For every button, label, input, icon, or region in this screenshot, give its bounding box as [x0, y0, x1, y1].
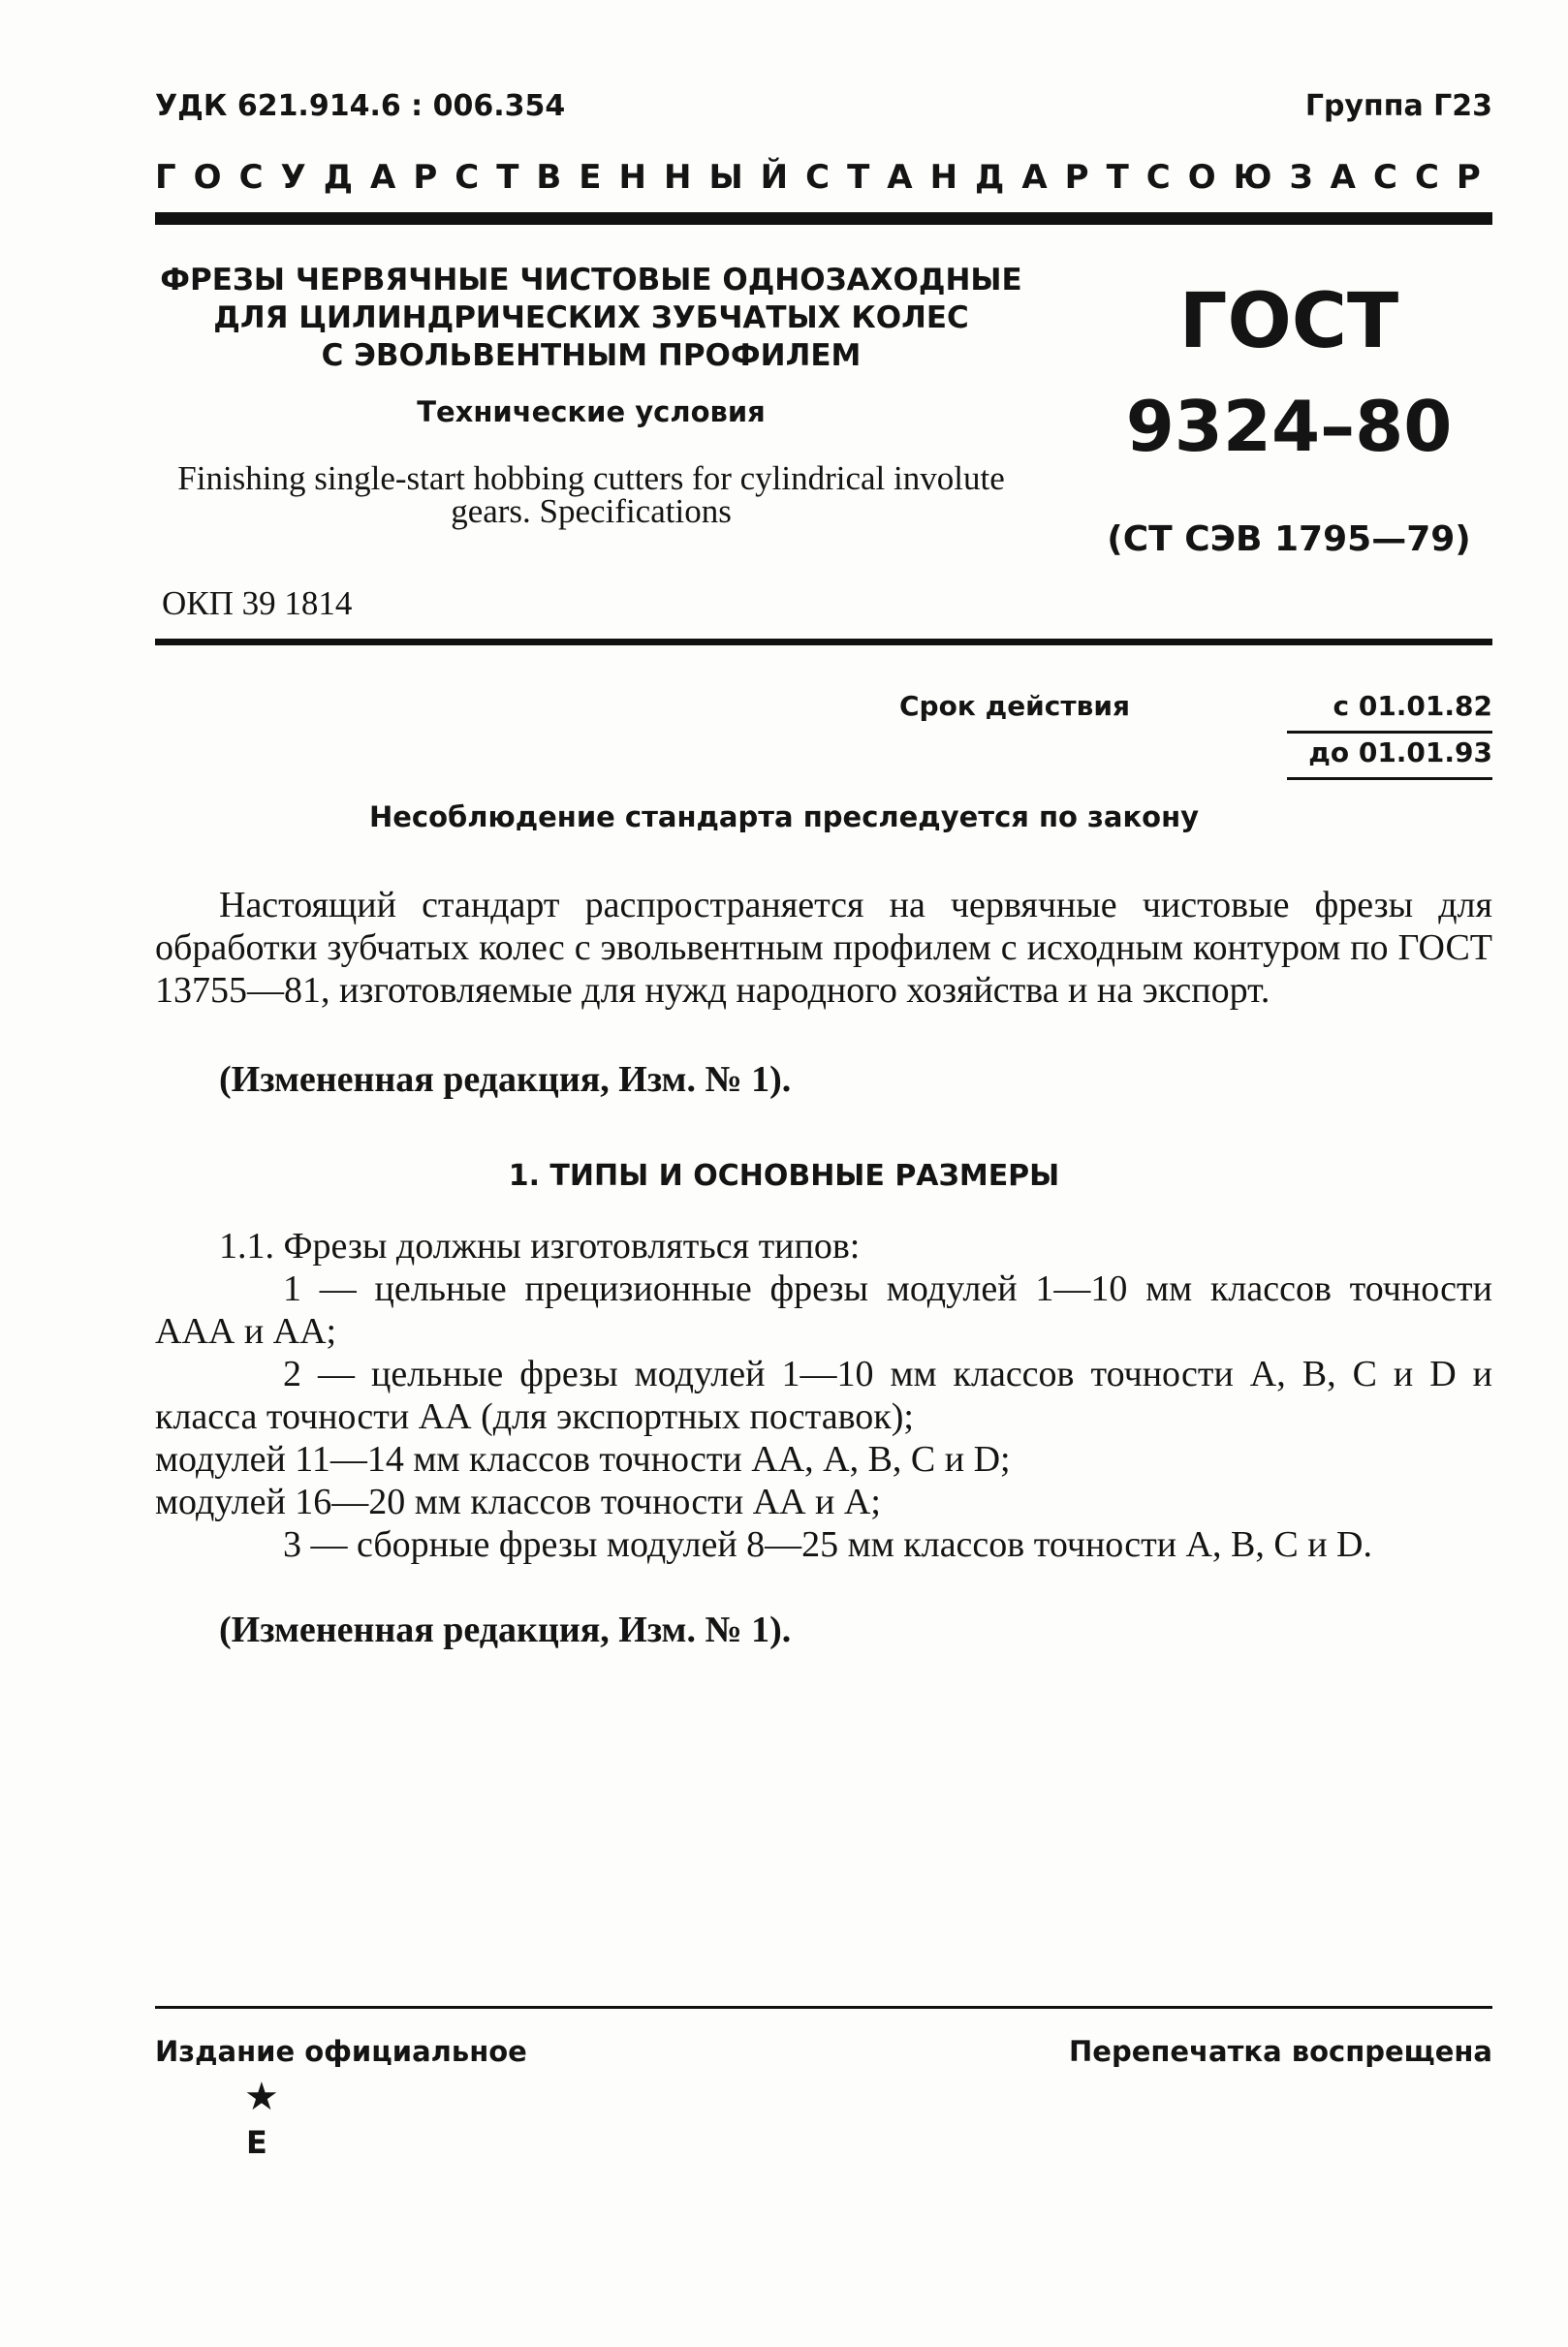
- okp-code: ОКП 39 1814: [162, 584, 353, 622]
- banner-word-1: ГОСУДАРСТВЕННЫЙ: [155, 158, 806, 197]
- gost-number: 9324–80: [1125, 386, 1453, 467]
- title-rule: [155, 639, 1492, 645]
- validity-divider: [1287, 731, 1492, 734]
- validity-to: до 01.01.93: [1308, 736, 1492, 768]
- document-title: [155, 262, 1027, 375]
- type-2-modules-11-14: модулей 11—14 мм классов точности АА, А, В, С и D;: [155, 1439, 1011, 1480]
- star-icon: ★: [244, 2075, 279, 2118]
- intro-paragraph: Настоящий стандарт распространяется на червячные чистовые фрезы для обработки зубчатых колес с эвольвентным профилем с исходным контуром по ГОСТ 13755—81, изготовляемые для нужд народного хозяйства и на экспорт.: [155, 885, 1492, 1011]
- official-edition: Издание официальное: [155, 2035, 527, 2068]
- amendment-note: (Измененная редакция, Изм. № 1).: [219, 1610, 792, 1650]
- edition-letter: Е: [246, 2124, 267, 2161]
- banner-word-3: СОЮЗА: [1145, 158, 1373, 197]
- document-subtitle: Технические условия: [417, 395, 766, 428]
- title-line: С ЭВОЛЬВЕНТНЫМ ПРОФИЛЕМ: [321, 338, 862, 373]
- title-line: ФРЕЗЫ ЧЕРВЯЧНЫЕ ЧИСТОВЫЕ ОДНОЗАХОДНЫЕ: [160, 263, 1022, 297]
- title-line: ДЛЯ ЦИЛИНДРИЧЕСКИХ ЗУБЧАТЫХ КОЛЕС: [213, 300, 969, 335]
- group-code: Группа Г23: [1304, 89, 1492, 123]
- type-1-item: 1 — цельные прецизионные фрезы модулей 1—10 мм классов точности ААА и АА;: [155, 1268, 1492, 1352]
- validity-label: Срок действия: [899, 690, 1130, 722]
- state-standard-banner: [155, 158, 1498, 197]
- validity-underline: [1287, 777, 1492, 780]
- type-2-item: 2 — цельные фрезы модулей 1—10 мм классов точности А, В, С и D и класса точности АА (для экспортных поставок);: [155, 1354, 1492, 1437]
- sev-reference: (СТ СЭВ 1795—79): [1107, 519, 1471, 559]
- banner-word-4: ССР: [1373, 158, 1498, 197]
- validity-from: с 01.01.82: [1333, 690, 1492, 722]
- law-notice: Несоблюдение стандарта преследуется по закону: [368, 800, 1200, 833]
- udk-code: УДК 621.914.6 : 006.354: [155, 89, 566, 123]
- header-rule: [155, 212, 1492, 225]
- clause-1-1: 1.1. Фрезы должны изготовляться типов:: [219, 1226, 861, 1267]
- type-2-modules-16-20: модулей 16—20 мм классов точности АА и А;: [155, 1482, 881, 1522]
- section-heading: 1. ТИПЫ И ОСНОВНЫЕ РАЗМЕРЫ: [508, 1159, 1060, 1193]
- footer-rule: [155, 2006, 1492, 2009]
- reprint-prohibited: Перепечатка воспрещена: [1069, 2035, 1492, 2068]
- amendment-note: (Измененная редакция, Изм. № 1).: [219, 1059, 792, 1100]
- banner-word-2: СТАНДАРТ: [805, 158, 1146, 197]
- type-3-item: 3 — сборные фрезы модулей 8—25 мм классов точности А, В, С и D.: [283, 1524, 1372, 1565]
- english-title: Finishing single-start hobbing cutters for cylindrical involute gears. Specifications: [177, 459, 1005, 530]
- gost-label: ГОСТ: [1178, 278, 1399, 365]
